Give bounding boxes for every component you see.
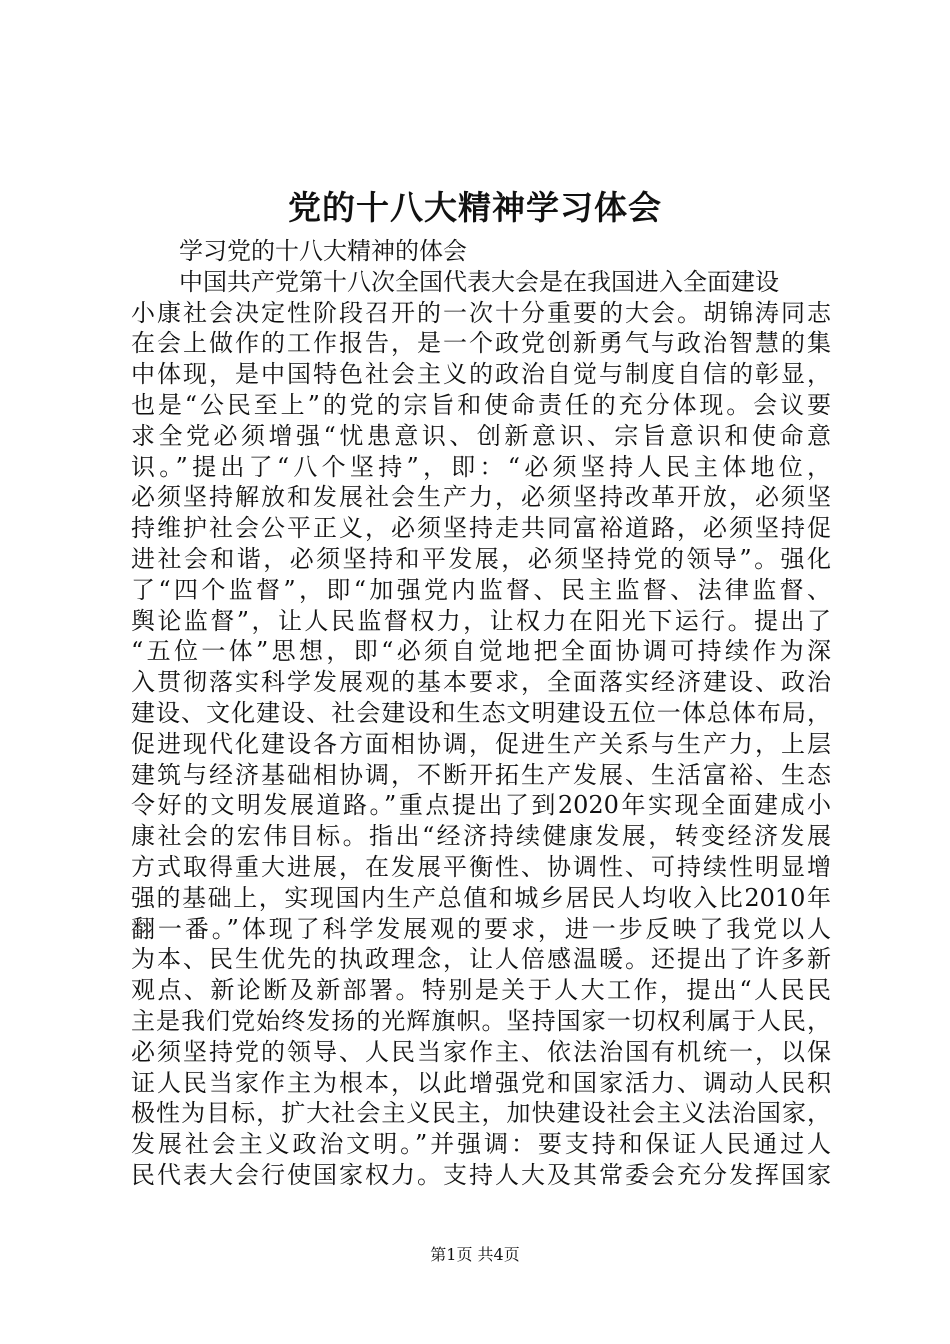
document-body bbox=[131, 236, 831, 1191]
paragraph-line: 舆论监督”，让人民监督权力，让权力在阳光下运行。提出了 bbox=[131, 606, 831, 635]
paragraph-line: 证人民当家作主为根本，以此增强党和国家活力、调动人民积 bbox=[131, 1068, 831, 1097]
paragraph-line: 中国共产党第十八次全国代表大会是在我国进入全面建设 bbox=[179, 267, 779, 296]
paragraph-line: 主是我们党始终发扬的光辉旗帜。坚持国家一切权利属于人民， bbox=[131, 1006, 831, 1035]
paragraph-line: 求全党必须增强“忧患意识、创新意识、宗旨意识和使命意 bbox=[131, 421, 831, 450]
paragraph-line: 中体现，是中国特色社会主义的政治自觉与制度自信的彰显， bbox=[131, 360, 831, 389]
document-subtitle: 学习党的十八大精神的体会 bbox=[179, 237, 467, 265]
paragraph-line: 观点、新论断及新部署。特别是关于人大工作，提出“人民民 bbox=[131, 976, 831, 1005]
paragraph-line: 也是“公民至上”的党的宗旨和使命责任的充分体现。会议要 bbox=[131, 390, 831, 419]
paragraph-line: 入贯彻落实科学发展观的基本要求，全面落实经济建设、政治 bbox=[131, 668, 831, 697]
paragraph-line: 发展社会主义政治文明。”并强调：要支持和保证人民通过人 bbox=[131, 1130, 831, 1159]
paragraph-line: 小康社会决定性阶段召开的一次十分重要的大会。胡锦涛同志 bbox=[131, 298, 831, 327]
document-title: 党的十八大精神学习体会 bbox=[288, 188, 662, 227]
paragraph-line: 建筑与经济基础相协调，不断开拓生产发展、生活富裕、生态 bbox=[131, 760, 831, 789]
paragraph-line: 翻一番。”体现了科学发展观的要求，进一步反映了我党以人 bbox=[131, 914, 831, 943]
paragraph-line: 民代表大会行使国家权力。支持人大及其常委会充分发挥国家 bbox=[131, 1160, 831, 1189]
paragraph-line: 识。”提出了“八个坚持”，即：“必须坚持人民主体地位， bbox=[131, 452, 831, 481]
paragraph-line: 必须坚持解放和发展社会生产力，必须坚持改革开放，必须坚 bbox=[131, 483, 831, 512]
paragraph-line: 在会上做作的工作报告，是一个政党创新勇气与政治智慧的集 bbox=[131, 329, 831, 358]
paragraph-line: 建设、文化建设、社会建设和生态文明建设五位一体总体布局， bbox=[131, 698, 831, 727]
paragraph-line: “五位一体”思想，即“必须自觉地把全面协调可持续作为深 bbox=[131, 637, 831, 666]
paragraph-line: 极性为目标，扩大社会主义民主，加快建设社会主义法治国家， bbox=[131, 1099, 831, 1128]
page-number-footer: 第1页 共4页 bbox=[430, 1245, 520, 1264]
paragraph-line: 必须坚持党的领导、人民当家作主、依法治国有机统一，以保 bbox=[131, 1037, 831, 1066]
paragraph-line: 康社会的宏伟目标。指出“经济持续健康发展，转变经济发展 bbox=[131, 822, 831, 851]
paragraph-line: 促进现代化建设各方面相协调，促进生产关系与生产力，上层 bbox=[131, 729, 831, 758]
paragraph-line: 方式取得重大进展，在发展平衡性、协调性、可持续性明显增 bbox=[131, 852, 831, 881]
paragraph-line: 强的基础上，实现国内生产总值和城乡居民人均收入比2010年 bbox=[131, 883, 831, 912]
paragraph-line: 持维护社会公平正义，必须坚持走共同富裕道路，必须坚持促 bbox=[131, 514, 831, 543]
paragraph-line: 进社会和谐，必须坚持和平发展，必须坚持党的领导”。强化 bbox=[131, 544, 831, 573]
paragraph-line: 为本、民生优先的执政理念，让人倍感温暖。还提出了许多新 bbox=[131, 945, 831, 974]
paragraph-line: 令好的文明发展道路。”重点提出了到2020年实现全面建成小 bbox=[131, 791, 831, 820]
paragraph-line: 了“四个监督”，即“加强党内监督、民主监督、法律监督、 bbox=[131, 575, 831, 604]
